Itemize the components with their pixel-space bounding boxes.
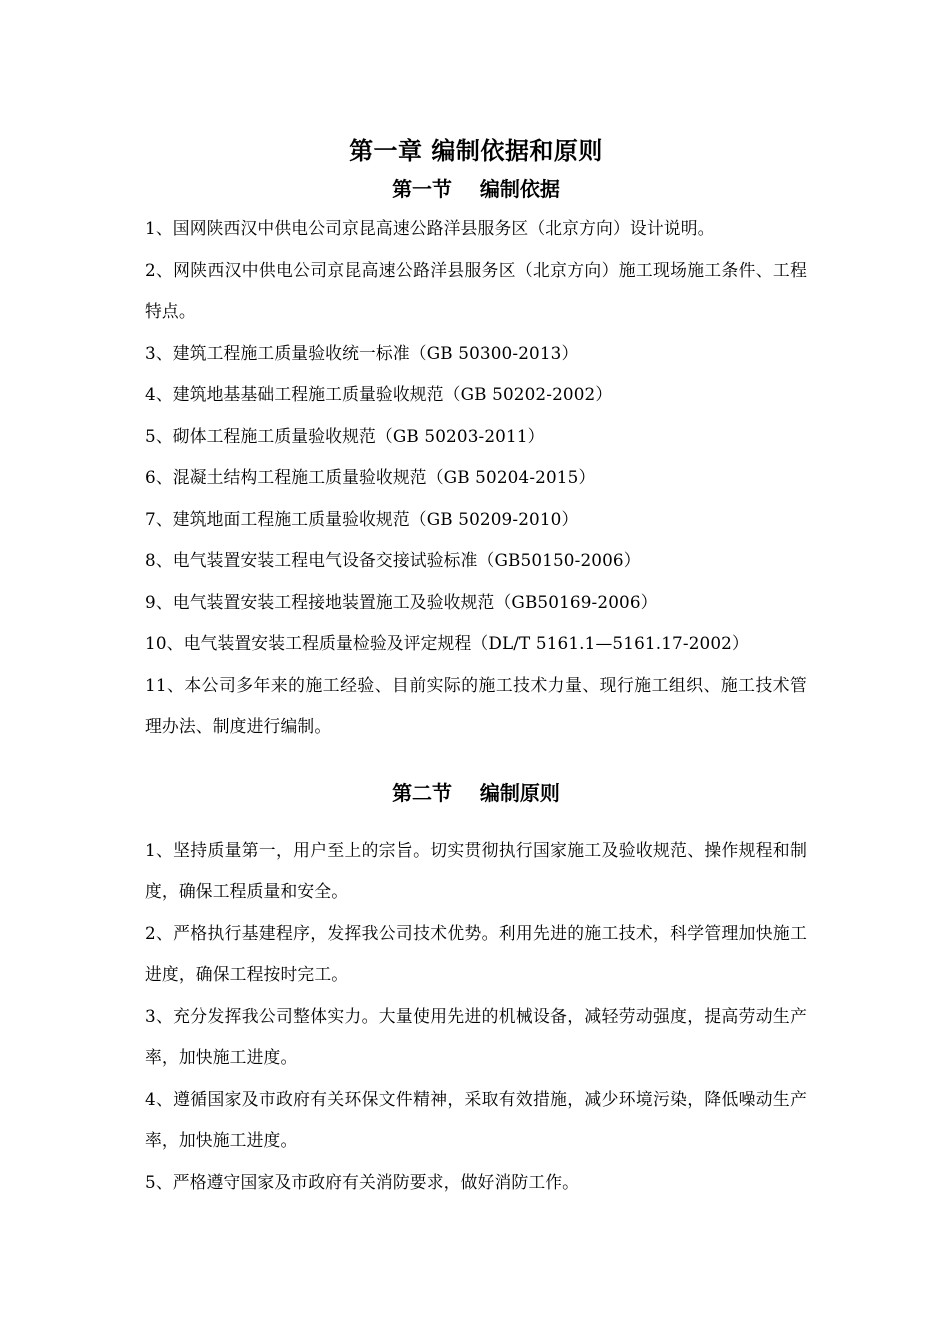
basis-item: 10、电气装置安装工程质量检验及评定规程（DL/T 5161.1—5161.17-2002） <box>145 633 749 653</box>
basis-item: 4、建筑地基基础工程施工质量验收规范（GB 50202-2002） <box>145 384 613 404</box>
section-title-principles: 第二节 编制原则 <box>392 780 560 805</box>
section-title-basis: 第一节 编制依据 <box>392 177 560 201</box>
basis-item: 11、本公司多年来的施工经验、目前实际的施工技术力量、现行施工组织、施工技术管理办法、制度进行编制。 <box>145 674 807 736</box>
basis-item: 9、电气装置安装工程接地装置施工及验收规范（GB50169-2006） <box>145 591 658 612</box>
basis-item: 5、砌体工程施工质量验收规范（GB 50203-2011） <box>145 425 545 446</box>
principle-item: 4、遵循国家及市政府有关环保文件精神，采取有效措施，减少环境污染，降低噪动生产率，加快施工进度。 <box>145 1088 807 1150</box>
basis-item: 6、混凝土结构工程施工质量验收规范（GB 50204-2015） <box>145 467 596 487</box>
principle-item: 1、坚持质量第一，用户至上的宗旨。切实贯彻执行国家施工及验收规范、操作规程和制度，确保工程质量和安全。 <box>145 839 807 901</box>
basis-item: 3、建筑工程施工质量验收统一标准（GB 50300-2013） <box>145 342 579 363</box>
chapter-title: 第一章 编制依据和原则 <box>349 136 603 165</box>
principle-item: 3、充分发挥我公司整体实力。大量使用先进的机械设备，减轻劳动强度，提高劳动生产率，加快施工进度。 <box>145 1005 807 1067</box>
document-body <box>145 128 807 1203</box>
principles-list <box>145 830 807 1204</box>
basis-list <box>145 208 807 748</box>
basis-item: 1、国网陕西汉中供电公司京昆高速公路洋县服务区（北京方向）设计说明。 <box>145 218 715 238</box>
basis-item: 7、建筑地面工程施工质量验收规范（GB 50209-2010） <box>145 508 579 529</box>
basis-item: 2、网陕西汉中供电公司京昆高速公路洋县服务区（北京方向）施工现场施工条件、工程特点。 <box>145 259 807 321</box>
basis-item: 8、电气装置安装工程电气设备交接试验标准（GB50150-2006） <box>145 550 641 570</box>
principle-item: 2、严格执行基建程序，发挥我公司技术优势。利用先进的施工技术，科学管理加快施工进度，确保工程按时完工。 <box>145 922 807 984</box>
principle-item: 5、严格遵守国家及市政府有关消防要求，做好消防工作。 <box>145 1171 580 1192</box>
